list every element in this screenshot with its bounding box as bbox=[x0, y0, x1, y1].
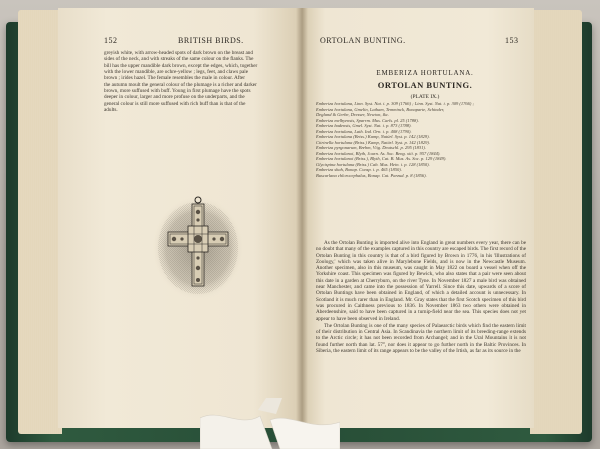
left-page-edges bbox=[18, 10, 62, 434]
species-account bbox=[316, 240, 526, 355]
left-text-line: with the lower mandible, are ochre-yellow ; legs, feet, and claws pale bbox=[104, 69, 249, 76]
left-text-line: brown ; irides hazel. The female resembles the male in colour. After bbox=[104, 75, 245, 82]
left-text-line: brown, more suffused with buff. Young in first plumage have the spots bbox=[104, 88, 251, 95]
synonym-line: Emberiza hortulana, Linn. Syst. Nat. i. p. 309 (1766) ; Linn. Syst. Nat. i. p. 309 (1766) ; bbox=[316, 101, 474, 106]
common-species-name: ORTOLAN BUNTING. bbox=[377, 80, 473, 90]
book-gutter bbox=[296, 8, 308, 428]
synonym-line: Emberiza shah, Bonap. Consp. i. p. 465 (1850). bbox=[316, 167, 402, 172]
paragraph-records: As the Ortolan Bunting is imported alive into England in great numbers every year, there can be no doubt that many of the examples captured in this country are escaped birds. The first record of the Ortolan Bunting in this country is that of a bird figured by Brown in 1776, in his 'Illustrations of Zoology,' which was taken alive in Marylebone Fields, and is now in the Newcastle Museum. Another specimen, also in this museum, was caught in May 1822 on board a vessel when off the Yorkshire coast. This specimen was figured by Bewick, who also states that a pair were seen about this date in a garden at Cherryburn, on the river Tyne. In November 1827 a male bird was obtained near Manchester, and came into the possession of Yarrell. Since this date, upwards of a score of Ortolan Buntings have been obtained in England, of which a detailed account is unnecessary. In Scotland it is much rarer than in England. Mr. Gray states that the first Scotch specimen of this bird was procured in Caithness previous to 1836. In November 1863 two others were obtained in Aberdeenshire, said to have been captured in a turnip-field near the sea. This species does not yet appear to have been observed in Ireland. bbox=[316, 240, 526, 322]
synonym-line: Emberiza hortulanoi, Blyth, Journ. As. Soc. Beng. xiii. p. 957 (1844). bbox=[316, 150, 441, 156]
synonym-line: Degland & Gerbe, Dresser, Newton, &c. bbox=[316, 112, 390, 117]
synonym-line: Emberiza hortulana (Briss.) Kamp, Natürl. Syst. p. 142 (1829). bbox=[316, 134, 430, 139]
synonym-line: Buscarlana chlorocephalus, Bonap. Cat. Parzud. p. 8 (1856). bbox=[316, 172, 427, 178]
synonym-line: Emberiza melbyensis, Sparrm. Mus. Carls. pl. 25 (1788). bbox=[316, 117, 419, 123]
synonym-line: Emberiza hortulana, Gmelin, Latham, Temminck, Bonaparte, Schinder, bbox=[316, 106, 445, 112]
right-page-edges bbox=[530, 10, 582, 434]
bookmark-ribbon bbox=[200, 398, 340, 449]
cross-vignette-illustration bbox=[150, 192, 246, 302]
paragraph-distribution: The Ortolan Bunting is one of the many species of Palaearctic birds which find the eastern limit of their distribution in Central Asia. In Scandinavia the northern limit of its breeding-range extends to the Arctic circle; it has not been recorded from Archangel; and in the Ural Mountains it is not found further north than lat. 57°, nor does it appear to go further north in the Baltic Provinces. In Siberia, the eastern limit of its range appears to be the valley of the Irtish, as far as its source in the bbox=[316, 322, 526, 355]
right-running-head: ORTOLAN BUNTING. bbox=[320, 36, 406, 45]
synonym-line: Emberiza pyrgonarum, Brehm, Vög. Deutschl. p. 295 (1831). bbox=[316, 145, 427, 150]
left-page-text bbox=[104, 50, 274, 113]
left-text-line: greyish white, with arrow-headed spots of dark brown on the breast and bbox=[104, 50, 253, 56]
synonym-line: Emberiza hortulana, Lath. Ind. Orn. i. p. 408 (1790). bbox=[316, 128, 412, 134]
synonymy-list bbox=[316, 101, 526, 178]
left-text-line: deeper in colour, larger and more profuse on the underparts, and the bbox=[104, 94, 245, 101]
left-text-line: bill has the upper mandible dark brown, except the edges, which, together bbox=[104, 62, 258, 69]
plate-reference: (PLATE IX.) bbox=[410, 94, 440, 100]
left-text-line: general colour is still more suffused with rich buff than is that of the bbox=[104, 100, 246, 107]
left-running-head: BRITISH BIRDS. bbox=[178, 36, 244, 45]
latin-species-name: EMBERIZA HORTULANA. bbox=[376, 69, 474, 77]
left-text-line: adults. bbox=[104, 107, 118, 114]
synonym-line: Emberiza badensis, Gmel. Syst. Nat. i. p. 873 (1788). bbox=[316, 123, 412, 128]
left-text-line: sides of the neck, and with streaks of the same colour on the flanks. The bbox=[104, 56, 254, 63]
synonym-line: Citrinella hortulana (Briss.) Kamp, Natürl. Syst. p. 142 (1829). bbox=[316, 139, 431, 145]
left-text-line: the autumn moult the general colour of the plumage is a richer and darker bbox=[104, 81, 257, 88]
right-page-number: 153 bbox=[505, 36, 519, 45]
left-page-number: 152 bbox=[104, 36, 118, 45]
synonym-line: Glycispina hortulana (Briss.) Cab. Mus. Hein. i. p. 128 (1850). bbox=[316, 161, 430, 167]
synonym-line: Emberiza hortulanoi (Briss.), Blyth, Cat. B. Mus. As. Soc. p. 129 (1849). bbox=[316, 156, 447, 161]
